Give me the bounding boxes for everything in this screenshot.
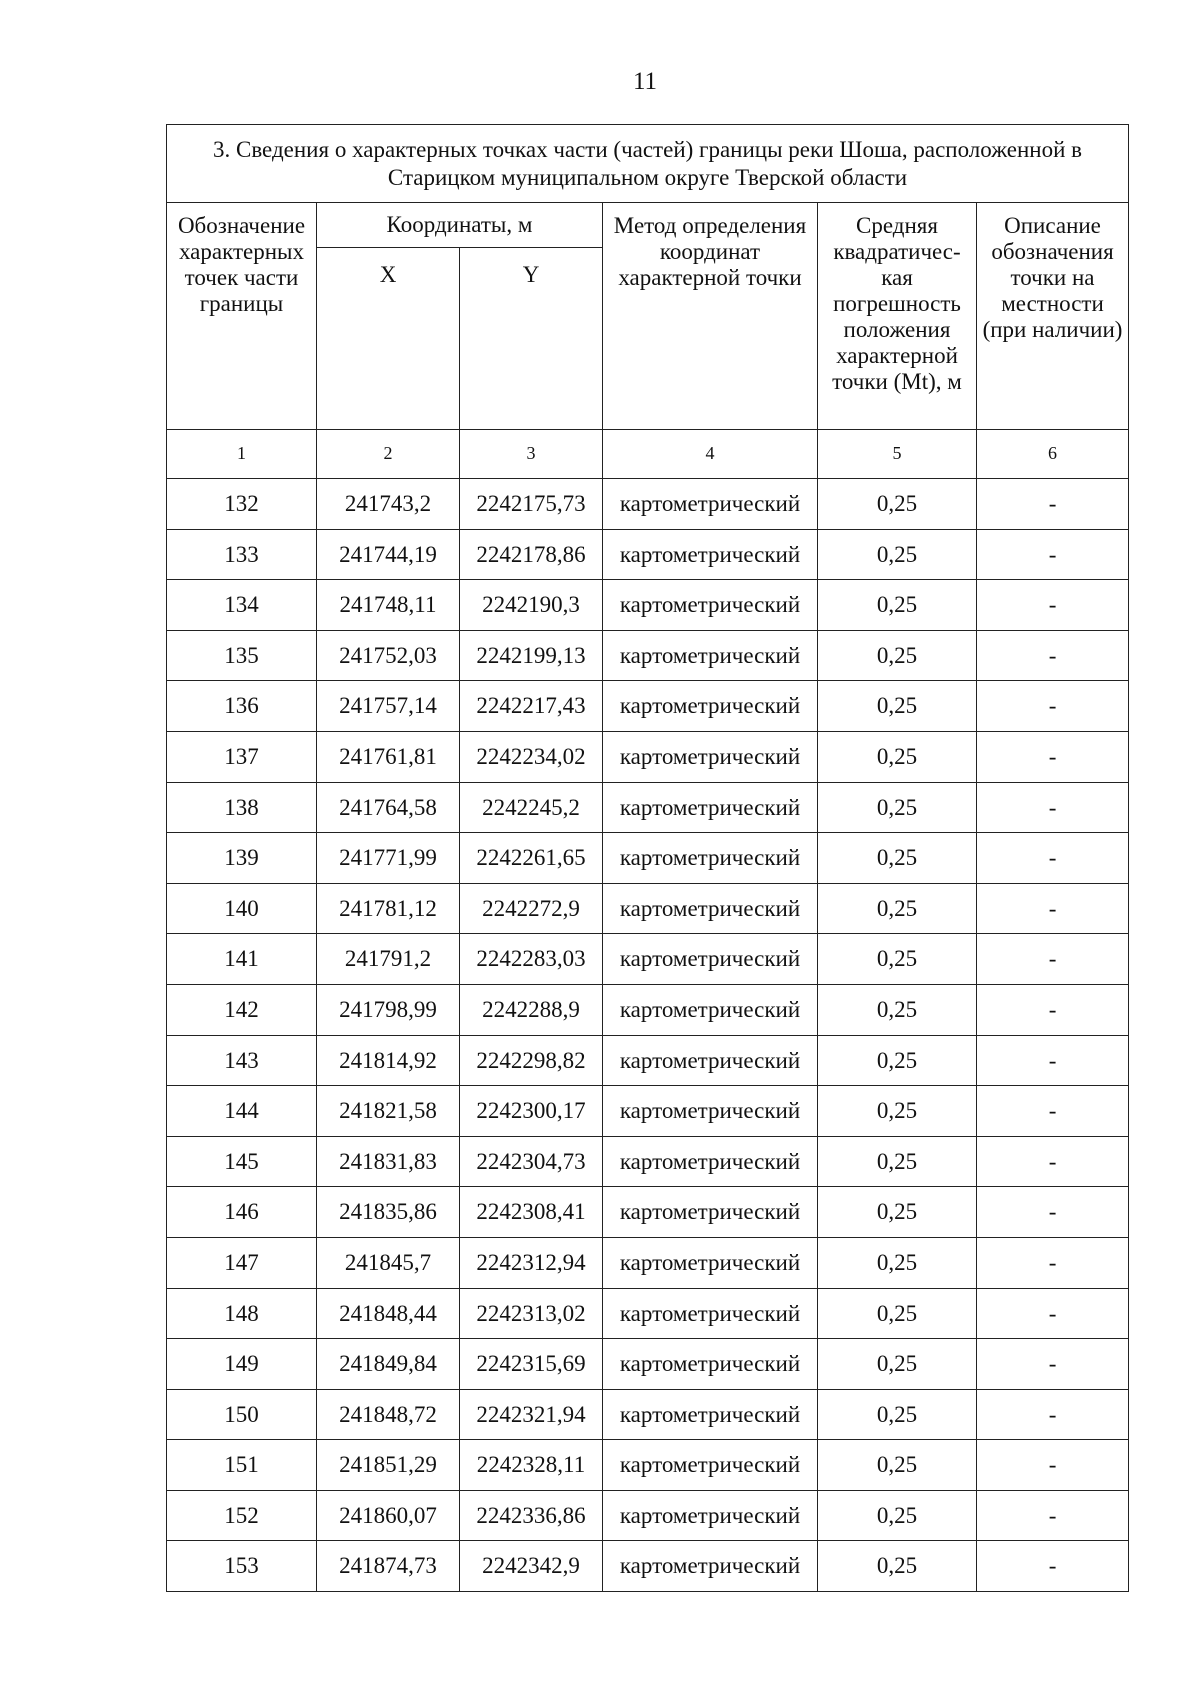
cell-description: -	[977, 1035, 1129, 1086]
cell-description: -	[977, 1086, 1129, 1137]
cell-error: 0,25	[818, 1035, 977, 1086]
cell-error: 0,25	[818, 782, 977, 833]
cell-error: 0,25	[818, 479, 977, 530]
table-row	[167, 1035, 1129, 1086]
boundary-points-table	[166, 124, 1129, 1592]
cell-description: -	[977, 529, 1129, 580]
cell-point: 136	[167, 681, 317, 732]
cell-x: 241771,99	[317, 833, 460, 884]
cell-point: 143	[167, 1035, 317, 1086]
cell-point: 145	[167, 1136, 317, 1187]
table-row	[167, 580, 1129, 631]
cell-y: 2242300,17	[460, 1086, 603, 1137]
cell-error: 0,25	[818, 1086, 977, 1137]
table-row	[167, 1339, 1129, 1390]
cell-x: 241757,14	[317, 681, 460, 732]
header-method: Метод определения координат характерной точки	[603, 203, 818, 430]
cell-point: 141	[167, 934, 317, 985]
cell-y: 2242217,43	[460, 681, 603, 732]
table-body	[167, 125, 1129, 1592]
cell-point: 135	[167, 630, 317, 681]
table-row	[167, 1086, 1129, 1137]
cell-method: картометрический	[603, 1440, 818, 1491]
table-row	[167, 630, 1129, 681]
cell-point: 134	[167, 580, 317, 631]
cell-point: 139	[167, 833, 317, 884]
cell-description: -	[977, 1136, 1129, 1187]
cell-point: 147	[167, 1237, 317, 1288]
table-row	[167, 1440, 1129, 1491]
cell-y: 2242315,69	[460, 1339, 603, 1390]
column-number: 4	[603, 430, 818, 479]
cell-x: 241791,2	[317, 934, 460, 985]
table-row	[167, 1389, 1129, 1440]
cell-y: 2242308,41	[460, 1187, 603, 1238]
cell-x: 241814,92	[317, 1035, 460, 1086]
cell-x: 241743,2	[317, 479, 460, 530]
cell-description: -	[977, 681, 1129, 732]
header-row	[167, 203, 1129, 248]
table-row	[167, 479, 1129, 530]
cell-x: 241845,7	[317, 1237, 460, 1288]
cell-method: картометрический	[603, 833, 818, 884]
cell-x: 241849,84	[317, 1339, 460, 1390]
table-row	[167, 1541, 1129, 1592]
cell-x: 241835,86	[317, 1187, 460, 1238]
cell-method: картометрический	[603, 934, 818, 985]
cell-error: 0,25	[818, 1440, 977, 1491]
cell-x: 241874,73	[317, 1541, 460, 1592]
column-number: 5	[818, 430, 977, 479]
cell-y: 2242304,73	[460, 1136, 603, 1187]
cell-point: 133	[167, 529, 317, 580]
cell-x: 241748,11	[317, 580, 460, 631]
header-error: Средняя квадратичес-кая погрешность положения характерной точки (Mt), м	[818, 203, 977, 430]
table-row	[167, 529, 1129, 580]
header-x: X	[317, 248, 460, 430]
header-y: Y	[460, 248, 603, 430]
cell-error: 0,25	[818, 731, 977, 782]
table-row	[167, 782, 1129, 833]
table-row	[167, 1237, 1129, 1288]
cell-x: 241781,12	[317, 883, 460, 934]
cell-y: 2242234,02	[460, 731, 603, 782]
cell-x: 241752,03	[317, 630, 460, 681]
cell-error: 0,25	[818, 681, 977, 732]
cell-description: -	[977, 580, 1129, 631]
table-row	[167, 1288, 1129, 1339]
cell-y: 2242175,73	[460, 479, 603, 530]
cell-y: 2242199,13	[460, 630, 603, 681]
header-point: Обозначение характерных точек части границы	[167, 203, 317, 430]
cell-method: картометрический	[603, 1237, 818, 1288]
cell-point: 146	[167, 1187, 317, 1238]
cell-point: 140	[167, 883, 317, 934]
cell-description: -	[977, 833, 1129, 884]
cell-method: картометрический	[603, 782, 818, 833]
column-number: 2	[317, 430, 460, 479]
cell-x: 241798,99	[317, 984, 460, 1035]
table-row	[167, 1187, 1129, 1238]
cell-description: -	[977, 984, 1129, 1035]
cell-description: -	[977, 1187, 1129, 1238]
cell-error: 0,25	[818, 984, 977, 1035]
cell-error: 0,25	[818, 1541, 977, 1592]
cell-x: 241860,07	[317, 1490, 460, 1541]
cell-error: 0,25	[818, 1136, 977, 1187]
cell-method: картометрический	[603, 580, 818, 631]
cell-error: 0,25	[818, 580, 977, 631]
column-number-row	[167, 430, 1129, 479]
cell-x: 241744,19	[317, 529, 460, 580]
cell-y: 2242321,94	[460, 1389, 603, 1440]
cell-y: 2242298,82	[460, 1035, 603, 1086]
cell-error: 0,25	[818, 1490, 977, 1541]
cell-description: -	[977, 479, 1129, 530]
cell-method: картометрический	[603, 1187, 818, 1238]
table-title: 3. Сведения о характерных точках части (частей) границы реки Шоша, расположенной в Старицком муниципальном округе Тверской области	[167, 125, 1129, 203]
cell-description: -	[977, 1237, 1129, 1288]
cell-method: картометрический	[603, 529, 818, 580]
cell-point: 137	[167, 731, 317, 782]
column-number: 1	[167, 430, 317, 479]
cell-error: 0,25	[818, 1339, 977, 1390]
cell-method: картометрический	[603, 984, 818, 1035]
cell-x: 241851,29	[317, 1440, 460, 1491]
table-row	[167, 833, 1129, 884]
cell-method: картометрический	[603, 731, 818, 782]
cell-description: -	[977, 883, 1129, 934]
header-coordinates: Координаты, м	[317, 203, 603, 248]
header-description: Описание обозначения точки на местности (при наличии)	[977, 203, 1129, 430]
cell-error: 0,25	[818, 630, 977, 681]
table-title-row	[167, 125, 1129, 203]
cell-y: 2242342,9	[460, 1541, 603, 1592]
cell-y: 2242328,11	[460, 1440, 603, 1491]
cell-error: 0,25	[818, 1389, 977, 1440]
cell-method: картометрический	[603, 1490, 818, 1541]
cell-point: 144	[167, 1086, 317, 1137]
cell-x: 241761,81	[317, 731, 460, 782]
cell-error: 0,25	[818, 833, 977, 884]
table-row	[167, 883, 1129, 934]
cell-error: 0,25	[818, 1288, 977, 1339]
cell-point: 148	[167, 1288, 317, 1339]
cell-y: 2242272,9	[460, 883, 603, 934]
cell-method: картометрический	[603, 1136, 818, 1187]
cell-x: 241848,72	[317, 1389, 460, 1440]
cell-description: -	[977, 1541, 1129, 1592]
cell-method: картометрический	[603, 883, 818, 934]
cell-description: -	[977, 1288, 1129, 1339]
cell-point: 138	[167, 782, 317, 833]
table-row	[167, 984, 1129, 1035]
cell-method: картометрический	[603, 1339, 818, 1390]
cell-method: картометрический	[603, 1035, 818, 1086]
cell-y: 2242283,03	[460, 934, 603, 985]
cell-x: 241848,44	[317, 1288, 460, 1339]
cell-method: картометрический	[603, 1541, 818, 1592]
cell-description: -	[977, 782, 1129, 833]
cell-description: -	[977, 1440, 1129, 1491]
cell-description: -	[977, 630, 1129, 681]
cell-method: картометрический	[603, 681, 818, 732]
cell-x: 241831,83	[317, 1136, 460, 1187]
cell-point: 153	[167, 1541, 317, 1592]
cell-y: 2242245,2	[460, 782, 603, 833]
cell-y: 2242178,86	[460, 529, 603, 580]
table-row	[167, 1490, 1129, 1541]
cell-error: 0,25	[818, 1187, 977, 1238]
cell-point: 142	[167, 984, 317, 1035]
cell-point: 152	[167, 1490, 317, 1541]
cell-point: 150	[167, 1389, 317, 1440]
cell-y: 2242288,9	[460, 984, 603, 1035]
cell-description: -	[977, 1490, 1129, 1541]
cell-error: 0,25	[818, 1237, 977, 1288]
cell-point: 149	[167, 1339, 317, 1390]
cell-method: картометрический	[603, 1288, 818, 1339]
cell-description: -	[977, 934, 1129, 985]
column-number: 6	[977, 430, 1129, 479]
cell-y: 2242261,65	[460, 833, 603, 884]
table-row	[167, 731, 1129, 782]
cell-y: 2242312,94	[460, 1237, 603, 1288]
cell-description: -	[977, 1339, 1129, 1390]
cell-y: 2242313,02	[460, 1288, 603, 1339]
cell-y: 2242190,3	[460, 580, 603, 631]
cell-description: -	[977, 731, 1129, 782]
page-number: 11	[632, 68, 658, 95]
column-number: 3	[460, 430, 603, 479]
table-row	[167, 934, 1129, 985]
cell-method: картометрический	[603, 1389, 818, 1440]
cell-method: картометрический	[603, 1086, 818, 1137]
cell-point: 151	[167, 1440, 317, 1491]
cell-method: картометрический	[603, 630, 818, 681]
cell-description: -	[977, 1389, 1129, 1440]
cell-error: 0,25	[818, 934, 977, 985]
table-row	[167, 1136, 1129, 1187]
cell-x: 241821,58	[317, 1086, 460, 1137]
cell-x: 241764,58	[317, 782, 460, 833]
cell-error: 0,25	[818, 529, 977, 580]
cell-point: 132	[167, 479, 317, 530]
cell-y: 2242336,86	[460, 1490, 603, 1541]
table-row	[167, 681, 1129, 732]
cell-method: картометрический	[603, 479, 818, 530]
cell-error: 0,25	[818, 883, 977, 934]
